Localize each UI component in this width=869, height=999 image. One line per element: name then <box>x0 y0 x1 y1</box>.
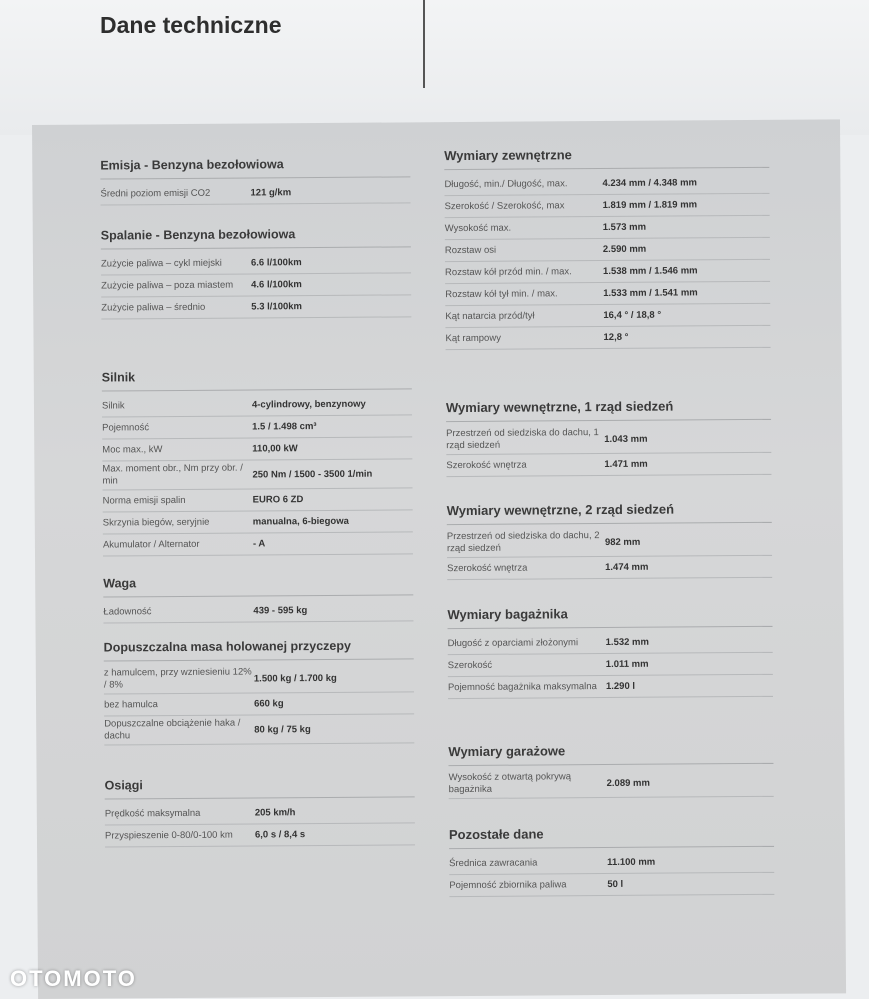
spec-label: Zużycie paliwa – średnio <box>101 301 206 314</box>
spec-row <box>447 527 772 558</box>
spec-value: 660 kg <box>254 698 284 710</box>
section-heading: Pozostałe dane <box>449 825 774 849</box>
section-heading: Wymiary zewnętrzne <box>444 146 769 170</box>
spec-sheet <box>32 119 846 999</box>
spec-section <box>447 501 773 580</box>
spec-label: Pojemność zbiornika paliwa <box>449 878 567 891</box>
spec-label: Rozstaw kół przód min. / max. <box>444 265 572 278</box>
spec-label: Norma emisji spalin <box>102 494 186 507</box>
section-heading: Dopuszczalna masa holowanej przyczepy <box>104 638 414 661</box>
section-heading: Osiągi <box>105 776 415 799</box>
section-heading: Wymiary wewnętrzne, 1 rząd siedzeń <box>446 398 771 422</box>
spec-label: Przestrzeń od siedziska do dachu, 2 rząd siedzeń <box>446 530 600 555</box>
section-heading: Spalanie - Benzyna bezołowiowa <box>101 226 411 249</box>
spec-label: Akumulator / Alternator <box>102 538 200 551</box>
spec-section <box>105 776 415 847</box>
spec-row <box>103 599 413 623</box>
spec-label: Zużycie paliwa – poza miastem <box>101 279 234 292</box>
spec-value: 50 l <box>607 878 624 891</box>
spec-value: 16,4 ° / 18,8 ° <box>603 309 662 322</box>
fold-line <box>423 0 425 88</box>
spec-value: 1.471 mm <box>604 458 648 471</box>
spec-value: 1.474 mm <box>605 561 649 574</box>
spec-label: Max. moment obr., Nm przy obr. / min <box>102 462 243 487</box>
spec-value: 1.043 mm <box>604 433 648 445</box>
spec-row <box>448 631 773 655</box>
spec-label: Przyspieszenie 0-80/0-100 km <box>104 829 233 842</box>
spec-label: Wysokość z otwartą pokrywą bagażnika <box>448 771 572 796</box>
spec-value: 80 kg / 75 kg <box>254 723 311 735</box>
spec-row <box>448 675 773 699</box>
spec-value: 1.573 mm <box>602 221 647 234</box>
spec-label: bez hamulca <box>104 698 158 711</box>
spec-value: 1.500 kg / 1.700 kg <box>253 672 337 684</box>
spec-row <box>447 556 772 580</box>
spec-section <box>449 825 774 897</box>
spec-value: 1.538 mm / 1.546 mm <box>602 265 698 278</box>
spec-label: Ładowność <box>103 605 152 618</box>
spec-row <box>102 459 412 490</box>
spec-value: 4-cylindrowy, benzynowy <box>251 398 366 411</box>
spec-section <box>444 146 770 350</box>
spec-row <box>445 326 770 350</box>
spec-label: Rozstaw osi <box>444 244 497 256</box>
spec-row <box>105 801 415 825</box>
section-heading: Wymiary wewnętrzne, 2 rząd siedzeń <box>447 501 772 525</box>
spec-row <box>448 653 773 677</box>
spec-value: 110,00 kW <box>252 443 298 455</box>
spec-row <box>103 488 413 512</box>
spec-value: 1.011 mm <box>605 658 649 671</box>
spec-row <box>104 692 414 716</box>
spec-value: 5.3 l/100km <box>251 301 303 313</box>
spec-label: Rozstaw kół tył min. / max. <box>445 287 558 300</box>
spec-value: 2.089 mm <box>606 777 650 789</box>
spec-label: Zużycie paliwa – cykl miejski <box>100 257 222 270</box>
spec-row <box>101 273 411 297</box>
spec-row <box>445 194 770 218</box>
spec-section <box>100 156 410 205</box>
spec-value: 121 g/km <box>250 187 292 199</box>
spec-section <box>446 398 772 477</box>
spec-section <box>101 226 412 319</box>
spec-label: Pojemność bagażnika maksymalna <box>447 680 597 693</box>
spec-value: 12,8 ° <box>603 331 629 344</box>
spec-label: Kąt natarcia przód/tył <box>445 309 535 322</box>
spec-row <box>446 424 771 455</box>
spec-value: 6.6 l/100km <box>250 257 302 269</box>
spec-value: 4.234 mm / 4.348 mm <box>602 177 698 190</box>
spec-value: 1.5 / 1.498 cm³ <box>252 421 317 433</box>
spec-row <box>101 251 411 275</box>
spec-section <box>448 742 773 799</box>
spec-value: 4.6 l/100km <box>251 279 302 291</box>
spec-section <box>103 574 413 623</box>
spec-row <box>100 181 410 205</box>
spec-label: Średnica zawracania <box>449 856 538 869</box>
spec-label: Szerokość wnętrza <box>447 562 528 574</box>
spec-row <box>445 216 770 240</box>
spec-row <box>445 282 770 306</box>
spec-row <box>102 415 412 439</box>
spec-value: 250 Nm / 1500 - 3500 1/min <box>252 468 373 480</box>
spec-label: Moc max., kW <box>102 443 163 456</box>
spec-row <box>105 823 415 847</box>
spec-row <box>449 851 774 875</box>
spec-label: Skrzynia biegów, seryjnie <box>102 516 210 529</box>
spec-label: Długość, min./ Długość, max. <box>444 177 568 190</box>
spec-value: - A <box>252 538 266 550</box>
spec-row <box>104 663 414 694</box>
spec-label: Szerokość / Szerokość, max <box>444 199 565 212</box>
spec-row <box>102 437 412 461</box>
spec-label: Długość z oparciami złożonymi <box>447 636 579 649</box>
spec-value: 439 - 595 kg <box>253 605 308 617</box>
section-heading: Emisja - Benzyna bezołowiowa <box>100 156 410 179</box>
spec-row <box>449 768 774 799</box>
spec-section <box>104 638 415 745</box>
spec-label: Pojemność <box>102 421 150 434</box>
spec-row <box>102 393 412 417</box>
spec-row <box>101 295 411 319</box>
section-heading: Wymiary bagażnika <box>447 605 772 629</box>
spec-label: Szerokość <box>447 659 493 671</box>
spec-value: 2.590 mm <box>602 243 647 256</box>
spec-label: z hamulcem, przy wzniesieniu 12% / 8% <box>103 666 252 691</box>
spec-row <box>445 238 770 262</box>
spec-section <box>102 368 413 556</box>
page-title: Dane techniczne <box>100 12 282 38</box>
spec-value: 205 km/h <box>254 807 296 819</box>
spec-row <box>449 873 774 897</box>
section-heading: Silnik <box>102 368 412 391</box>
spec-value: 1.532 mm <box>605 636 649 649</box>
spec-value: 1.819 mm / 1.819 mm <box>602 199 698 212</box>
spec-row <box>104 714 414 745</box>
spec-label: Prędkość maksymalna <box>104 807 201 820</box>
section-heading: Waga <box>103 574 413 597</box>
spec-label: Dopuszczalne obciążenie haka / dachu <box>104 717 241 742</box>
spec-row <box>103 510 413 534</box>
spec-label: Wysokość max. <box>444 222 512 234</box>
spec-value: 1.290 l <box>605 680 636 693</box>
spec-section <box>447 605 773 699</box>
spec-label: Kąt rampowy <box>445 332 501 344</box>
spec-value: manualna, 6-biegowa <box>252 515 349 528</box>
spec-row <box>446 453 771 477</box>
spec-row <box>445 304 770 328</box>
spec-value: 6,0 s / 8,4 s <box>254 829 306 841</box>
spec-label: Średni poziom emisji CO2 <box>100 187 211 200</box>
watermark-logo: OTOMOTO <box>10 966 137 991</box>
spec-value: 11.100 mm <box>607 856 656 869</box>
spec-value: 982 mm <box>604 536 641 548</box>
spec-row <box>444 172 769 196</box>
section-heading: Wymiary garażowe <box>448 742 773 766</box>
spec-row <box>103 532 413 556</box>
spec-value: EURO 6 ZD <box>252 494 304 506</box>
spec-label: Przestrzeń od siedziska do dachu, 1 rząd siedzeń <box>446 427 599 452</box>
spec-row <box>445 260 770 284</box>
spec-value: 1.533 mm / 1.541 mm <box>603 287 698 300</box>
spec-label: Szerokość wnętrza <box>446 459 527 471</box>
spec-label: Silnik <box>101 399 125 412</box>
